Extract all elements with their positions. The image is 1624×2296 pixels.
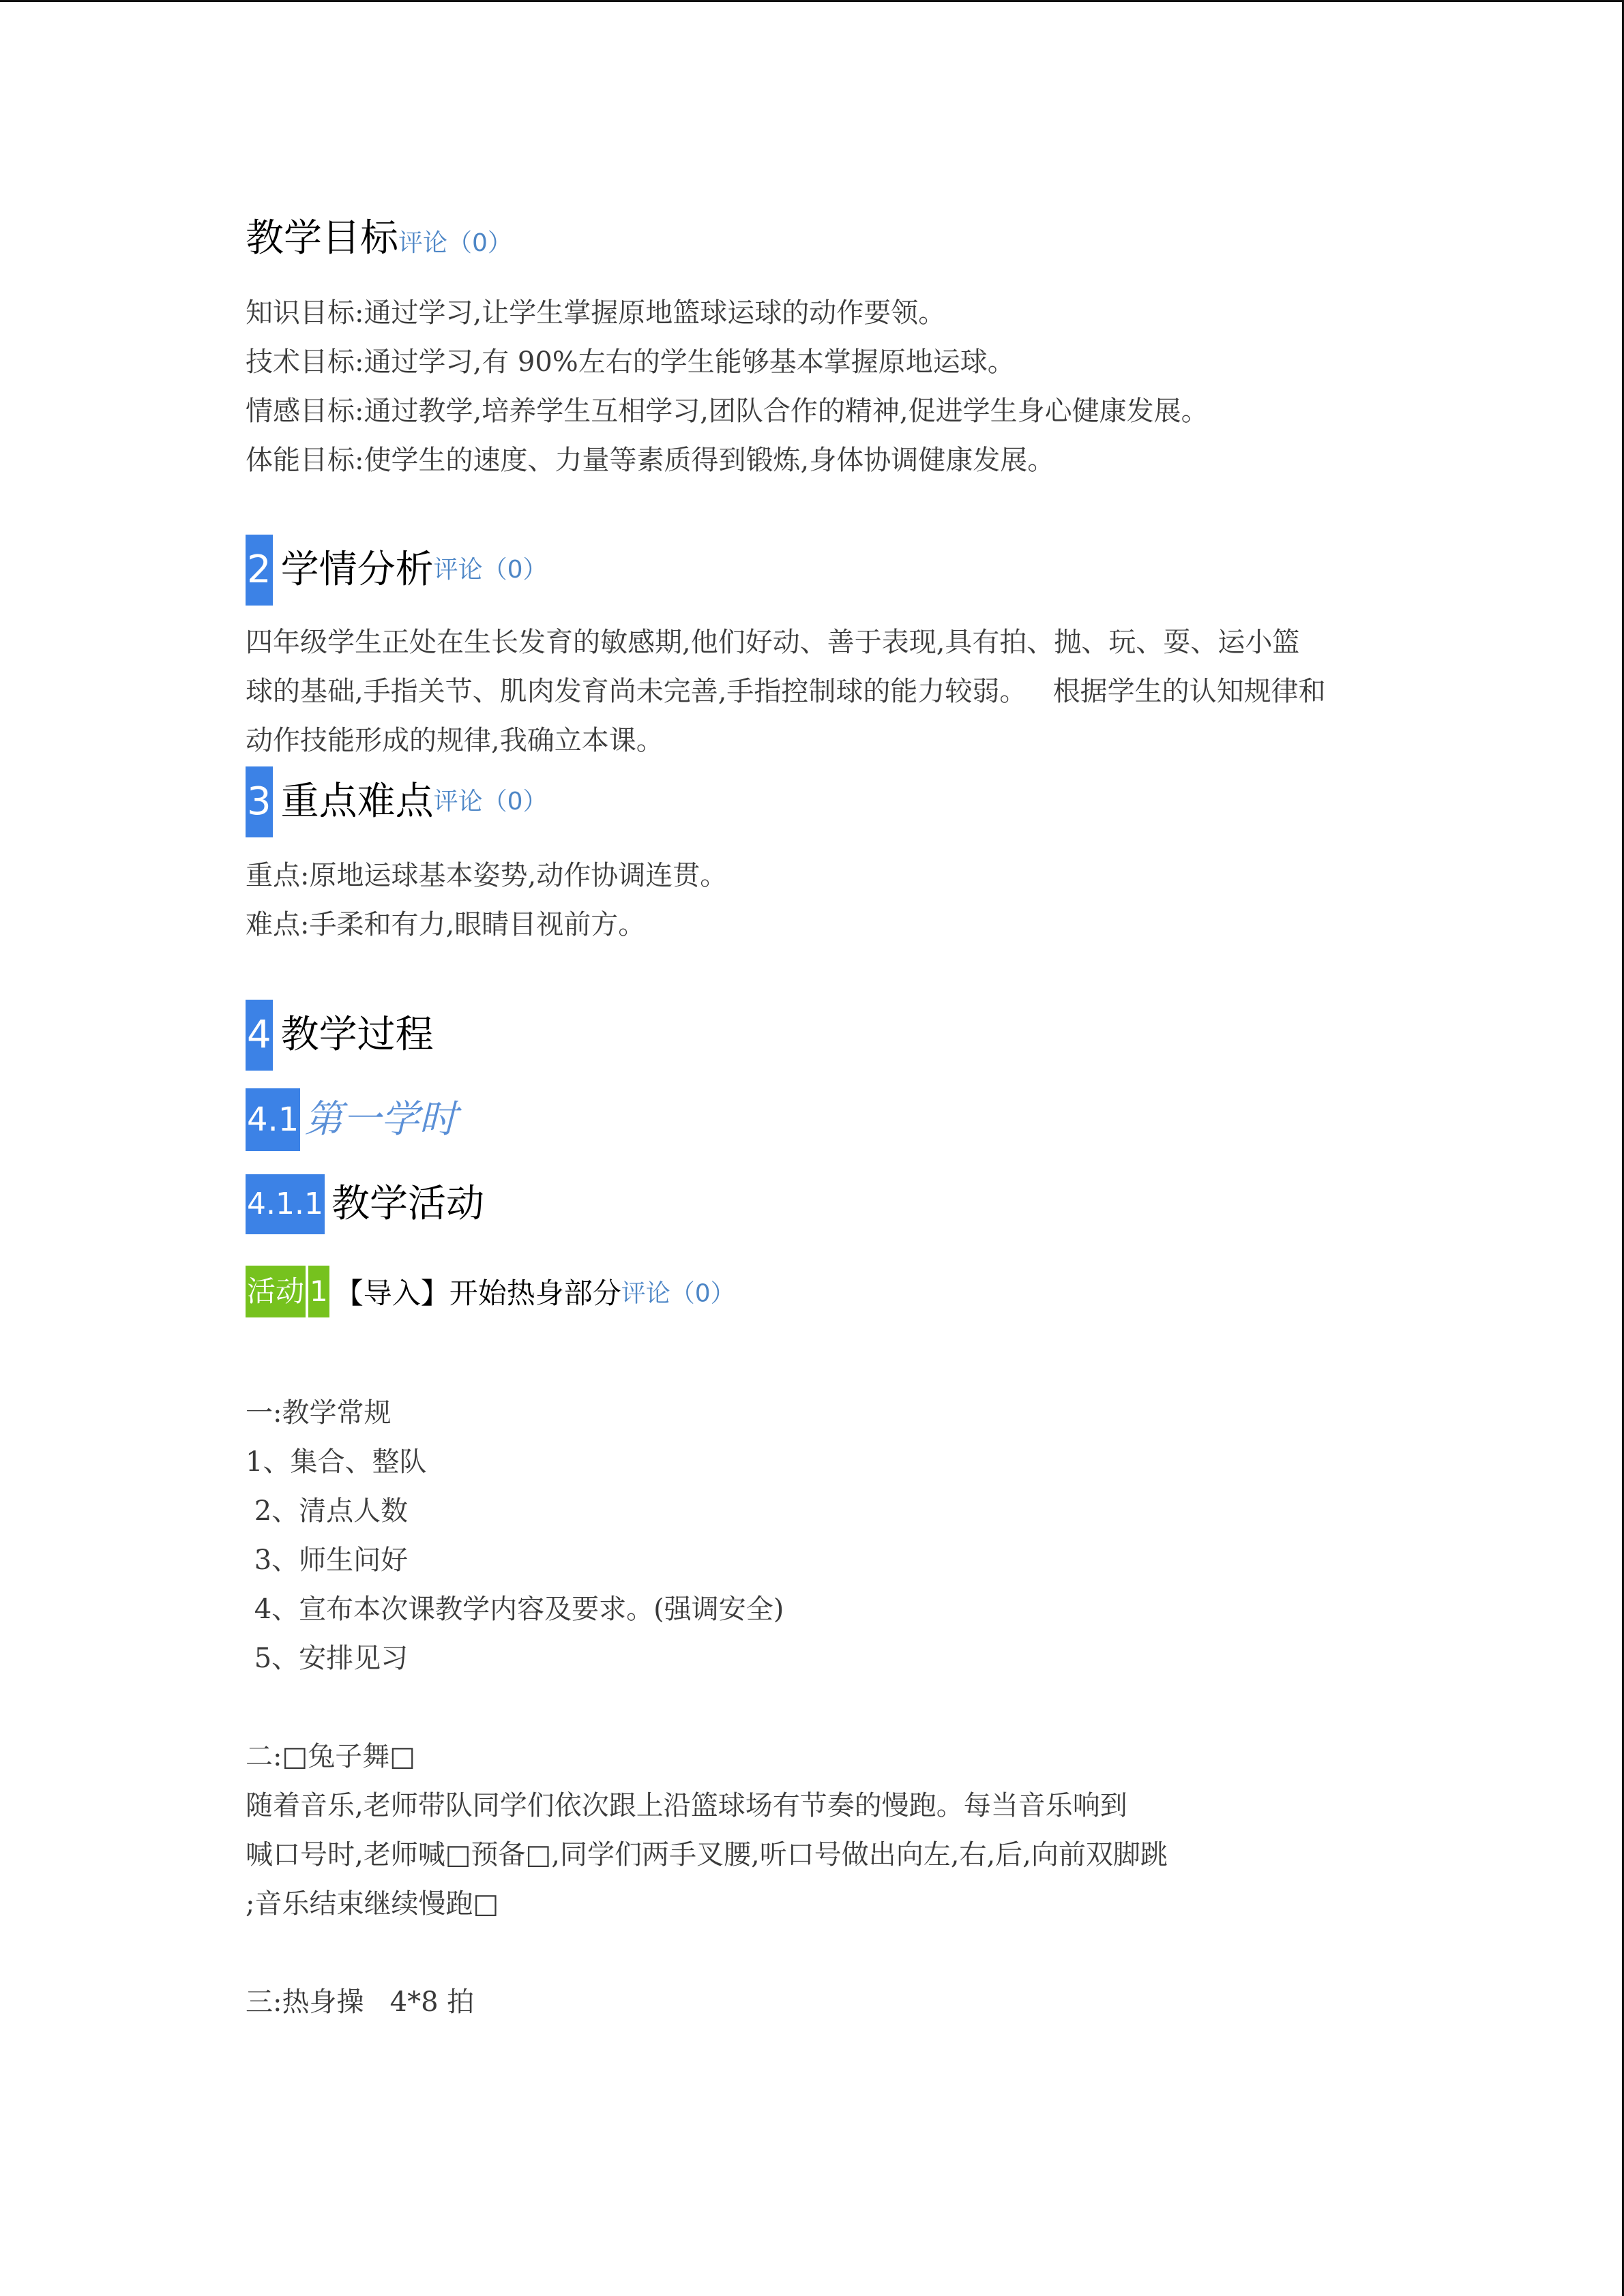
section-title: 教学目标 (246, 216, 398, 260)
body-line (246, 1683, 1168, 1732)
body-line: 4、宣布本次课教学内容及要求。(强调安全) (246, 1594, 784, 1625)
activity-heading (246, 1266, 735, 1317)
analysis-line: 球的基础,手指关节、肌肉发育尚未完善,手指控制球的能力较弱。 根据学生的认知规律和 (246, 676, 1326, 707)
goal-line: 情感目标:通过教学,培养学生互相学习,团队合作的精神,促进学生身心健康发展。 (246, 396, 1209, 427)
body-line: 1、集合、整队 (246, 1446, 427, 1478)
section-title: 学情分析 (280, 548, 434, 592)
page-top-border (0, 0, 1624, 2)
body-line: 三:热身操 4*8 拍 (246, 1986, 475, 2018)
comment-link[interactable]: 评论（0） (621, 1279, 735, 1308)
activity-body (246, 1388, 1168, 2027)
comment-link[interactable]: 评论（0） (433, 788, 548, 816)
activity-section-heading (246, 1174, 484, 1234)
body-line: 随着音乐,老师带队同学们依次跟上沿篮球场有节奏的慢跑。每当音乐响到 (246, 1790, 1127, 1821)
section-heading-process (246, 1000, 434, 1071)
section-heading-goals (246, 216, 512, 260)
section-number-badge: 4 (246, 1000, 273, 1071)
section-title: 重点难点 (280, 779, 434, 824)
goals-paragraph (246, 288, 1209, 485)
comment-link[interactable]: 评论（0） (433, 556, 548, 584)
activity-number-badge: 1 (308, 1266, 329, 1317)
body-line: 5、安排见习 (246, 1643, 409, 1674)
activity-section-number-badge: 4.1.1 (246, 1174, 325, 1234)
goal-line: 体能目标:使学生的速度、力量等素质得到锻炼,身体协调健康发展。 (246, 445, 1055, 476)
section-number-badge: 3 (246, 766, 273, 837)
section-number-badge: 2 (246, 535, 273, 606)
activity-section-title: 教学活动 (331, 1182, 484, 1226)
body-line: 一:教学常规 (246, 1397, 392, 1429)
lesson-title: 第一学时 (304, 1097, 458, 1142)
section-heading-analysis (246, 535, 548, 606)
body-line: 喊口号时,老师喊□预备□,同学们两手叉腰,听口号做出向左,右,后,向前双脚跳 (246, 1839, 1168, 1870)
analysis-paragraph (246, 618, 1326, 765)
section-heading-keypoints (246, 766, 548, 837)
lesson-heading (246, 1088, 457, 1151)
goal-line: 知识目标:通过学习,让学生掌握原地篮球运球的动作要领。 (246, 297, 946, 329)
body-line: 3、师生问好 (246, 1545, 409, 1576)
lesson-number-badge: 4.1 (246, 1088, 300, 1151)
section-title: 教学过程 (280, 1013, 434, 1057)
analysis-line: 四年级学生正处在生长发育的敏感期,他们好动、善于表现,具有拍、抛、玩、耍、运小篮 (246, 627, 1300, 658)
body-line: 二:□兔子舞□ (246, 1741, 416, 1772)
analysis-line: 动作技能形成的规律,我确立本课。 (246, 725, 664, 756)
keypoints-paragraph (246, 851, 727, 949)
goal-line: 技术目标:通过学习,有 90%左右的学生能够基本掌握原地运球。 (246, 346, 1015, 378)
keypoint-line: 难点:手柔和有力,眼睛目视前方。 (246, 909, 646, 940)
comment-link[interactable]: 评论（0） (398, 229, 512, 257)
body-line: ;音乐结束继续慢跑□ (246, 1888, 499, 1920)
body-line: 2、清点人数 (246, 1495, 409, 1527)
activity-badge: 活动 (246, 1266, 306, 1317)
keypoint-line: 重点:原地运球基本姿势,动作协调连贯。 (246, 860, 728, 891)
activity-title: 【导入】开始热身部分 (334, 1277, 621, 1310)
body-line (246, 1928, 1168, 1978)
